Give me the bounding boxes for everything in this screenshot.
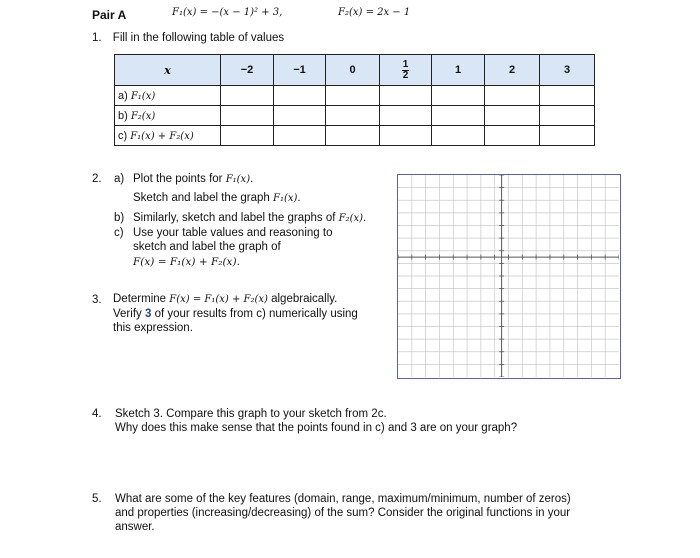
question-5-number: 5. <box>92 493 102 505</box>
question-2-number: 2. <box>92 173 102 185</box>
table-row <box>115 126 595 146</box>
question-2c-line-1: Use your table values and reasoning to <box>133 227 333 239</box>
x-header: x <box>115 55 221 86</box>
x-value-cell: 3 <box>540 55 595 86</box>
row-label-f1 <box>115 86 221 106</box>
q3-verify: Verify <box>113 308 142 320</box>
question-4-line-2: Why does this make sense that the points found in c) and 3 are on your graph? <box>115 422 518 434</box>
q2a-math: F₁(x). <box>225 174 254 185</box>
f1-definition: F₁(x) = −(x − 1)² + 3, <box>172 7 283 18</box>
answer-cell[interactable] <box>540 126 595 146</box>
table-header-row <box>115 55 595 86</box>
graph-paper[interactable] <box>397 174 621 379</box>
answer-cell[interactable] <box>432 86 485 106</box>
answer-cell[interactable] <box>540 86 595 106</box>
question-5-line-3: answer. <box>115 521 155 533</box>
answer-cell[interactable] <box>221 86 274 106</box>
graph-grid <box>398 175 619 377</box>
answer-cell[interactable] <box>274 86 326 106</box>
question-3-number: 3. <box>92 294 102 306</box>
fraction-numerator: 1 <box>402 58 409 70</box>
question-2b-line <box>133 211 366 226</box>
question-3-line-2 <box>113 307 358 321</box>
x-value-cell: 0 <box>326 55 380 86</box>
question-2a-tag: a) <box>114 173 125 185</box>
q3-math: F(x) = F₁(x) + F₂(x) <box>169 294 268 305</box>
row-label-f2 <box>115 106 221 126</box>
q3-text: Determine <box>113 293 167 305</box>
fraction-denominator: 2 <box>402 69 409 81</box>
q2b-text: Similarly, sketch and label the graphs of <box>133 212 336 224</box>
answer-cell[interactable] <box>432 106 485 126</box>
answer-cell[interactable] <box>485 106 540 126</box>
question-2a-line-2 <box>133 191 301 206</box>
question-2b-tag: b) <box>114 212 125 224</box>
row-expr: F₁(x) + F₂(x) <box>130 130 194 142</box>
question-5-line-2: and properties (increasing/decreasing) of the sum? Consider the original functions in your <box>115 507 571 519</box>
row-tag: c) <box>118 129 128 142</box>
answer-cell[interactable] <box>485 126 540 146</box>
row-tag: b) <box>118 109 128 122</box>
q2a-math-2: F₁(x). <box>273 193 301 204</box>
question-3-line-3: this expression. <box>113 322 193 334</box>
table-row <box>115 86 595 106</box>
q2b-math: F₂(x). <box>338 213 367 224</box>
row-label-sum <box>115 126 221 146</box>
question-4-line-1: Sketch 3. Compare this graph to your sketch from 2c. <box>115 408 387 420</box>
question-2a-line-1 <box>133 172 253 187</box>
answer-cell[interactable] <box>380 126 432 146</box>
question-2c-formula: F(x) = F₁(x) + F₂(x). <box>133 256 240 268</box>
answer-cell[interactable] <box>274 126 326 146</box>
answer-cell[interactable] <box>432 126 485 146</box>
q3-verify-tail: of your results from c) numerically using <box>154 308 358 320</box>
question-1-text: Fill in the following table of values <box>112 32 285 44</box>
answer-cell[interactable] <box>326 126 380 146</box>
x-value-half-cell <box>380 55 432 86</box>
answer-cell[interactable] <box>380 86 432 106</box>
answer-cell[interactable] <box>221 126 274 146</box>
answer-cell[interactable] <box>485 86 540 106</box>
question-1 <box>92 31 284 45</box>
x-value-cell: 2 <box>485 55 540 86</box>
answer-cell[interactable] <box>326 106 380 126</box>
q3-tail: algebraically. <box>271 293 338 305</box>
answer-cell[interactable] <box>326 86 380 106</box>
answer-cell[interactable] <box>221 106 274 126</box>
q2a-text: Plot the points for <box>133 173 223 185</box>
row-expr: F₂(x) <box>130 110 156 122</box>
f2-definition: F₂(x) = 2x − 1 <box>338 7 411 18</box>
row-expr: F₁(x) <box>130 90 156 102</box>
x-value-cell: −1 <box>274 55 326 86</box>
answer-cell[interactable] <box>274 106 326 126</box>
x-value-cell: 1 <box>432 55 485 86</box>
question-2c-tag: c) <box>114 227 124 239</box>
pair-label: Pair A <box>92 8 127 22</box>
question-2c-line-2: sketch and label the graph of <box>133 241 281 253</box>
q3-highlight-number: 3 <box>144 308 152 320</box>
question-3-line-1 <box>113 292 337 307</box>
values-table <box>114 54 595 146</box>
row-tag: a) <box>118 89 128 102</box>
answer-cell[interactable] <box>540 106 595 126</box>
answer-cell[interactable] <box>380 106 432 126</box>
fraction-half <box>402 60 410 81</box>
table-row <box>115 106 595 126</box>
question-1-number: 1. <box>92 32 102 44</box>
x-value-cell: −2 <box>221 55 274 86</box>
question-4-number: 4. <box>92 408 102 420</box>
question-5-line-1: What are some of the key features (domain, range, maximum/minimum, number of zeros) <box>115 493 571 505</box>
q2a-text-2: Sketch and label the graph <box>133 192 270 204</box>
